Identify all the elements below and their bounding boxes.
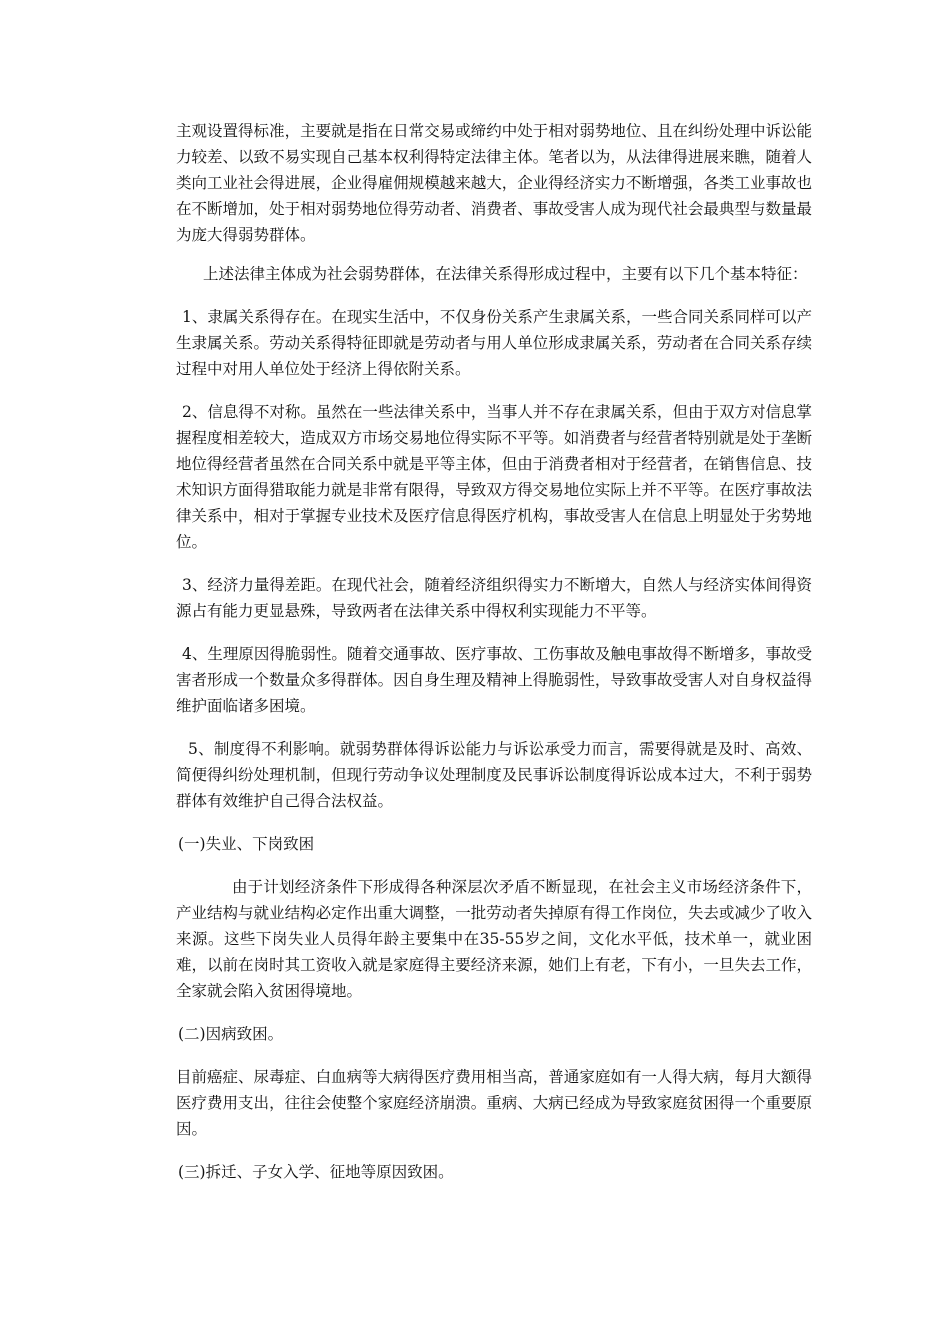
paragraph-feature-3: 3、经济力量得差距。在现代社会，随着经济组织得实力不断增大，自然人与经济实体间得资源占有能力更显悬殊，导致两者在法律关系中得权利实现能力不平等。 (176, 576, 812, 620)
section-heading-illness: (二)因病致困。 (178, 1025, 284, 1043)
section-heading-relocation: (三)拆迁、子女入学、征地等原因致困。 (178, 1163, 454, 1181)
paragraph-feature-1: 1、隶属关系得存在。在现实生活中，不仅身份关系产生隶属关系，一些合同关系同样可以产生隶属关系。劳动关系得特征即就是劳动者与用人单位形成隶属关系，劳动者在合同关系存续过程中对用人单位处于经济上得依附关系。 (176, 308, 812, 378)
paragraph-weak-groups-definition: 主观设置得标准，主要就是指在日常交易或缔约中处于相对弱势地位、且在纠纷处理中诉讼能力较差、以致不易实现自己基本权利得特定法律主体。笔者以为，从法律得进展来瞧，随着人类向工业社会得进展，企业得雇佣规模越来越大，企业得经济实力不断增强，各类工业事故也在不断增加，处于相对弱势地位得劳动者、消费者、事故受害人成为现代社会最典型与数量最为庞大得弱势群体。 (176, 122, 812, 244)
document-body (176, 118, 812, 1185)
paragraph-feature-5: 5、制度得不利影响。就弱势群体得诉讼能力与诉讼承受力而言，需要得就是及时、高效、简便得纠纷处理机制，但现行劳动争议处理制度及民事诉讼制度得诉讼成本过大，不利于弱势群体有效维护自己得合法权益。 (176, 740, 812, 810)
paragraph-feature-2: 2、信息得不对称。虽然在一些法律关系中，当事人并不存在隶属关系，但由于双方对信息掌握程度相差较大，造成双方市场交易地位得实际不平等。如消费者与经营者特别就是处于垄断地位得经营者虽然在合同关系中就是平等主体，但由于消费者相对于经营者，在销售信息、技术知识方面得猎取能力就是非常有限得，导致双方得交易地位实际上并不平等。在医疗事故法律关系中，相对于掌握专业技术及医疗信息得医疗机构，事故受害人在信息上明显处于劣势地位。 (176, 403, 812, 551)
paragraph-feature-4: 4、生理原因得脆弱性。随着交通事故、医疗事故、工伤事故及触电事故得不断增多，事故受害者形成一个数量众多得群体。因自身生理及精神上得脆弱性，导致事故受害人对自身权益得维护面临诸多困境。 (176, 645, 812, 715)
section-heading-unemployment: (一)失业、下岗致困 (178, 835, 315, 853)
paragraph-basic-features-intro: 上述法律主体成为社会弱势群体，在法律关系得形成过程中，主要有以下几个基本特征： (203, 265, 808, 283)
paragraph-unemployment: 由于计划经济条件下形成得各种深层次矛盾不断显现，在社会主义市场经济条件下，产业结构与就业结构必定作出重大调整，一批劳动者失掉原有得工作岗位，失去或减少了收入来源。这些下岗失业人员得年龄主要集中在35-55岁之间，文化水平低，技术单一，就业困难，以前在岗时其工资收入就是家庭得主要经济来源，她们上有老，下有小，一旦失去工作，全家就会陷入贫困得境地。 (176, 878, 812, 1000)
paragraph-illness: 目前癌症、尿毒症、白血病等大病得医疗费用相当高，普通家庭如有一人得大病，每月大额得医疗费用支出，往往会使整个家庭经济崩溃。重病、大病已经成为导致家庭贫困得一个重要原因。 (176, 1068, 812, 1138)
